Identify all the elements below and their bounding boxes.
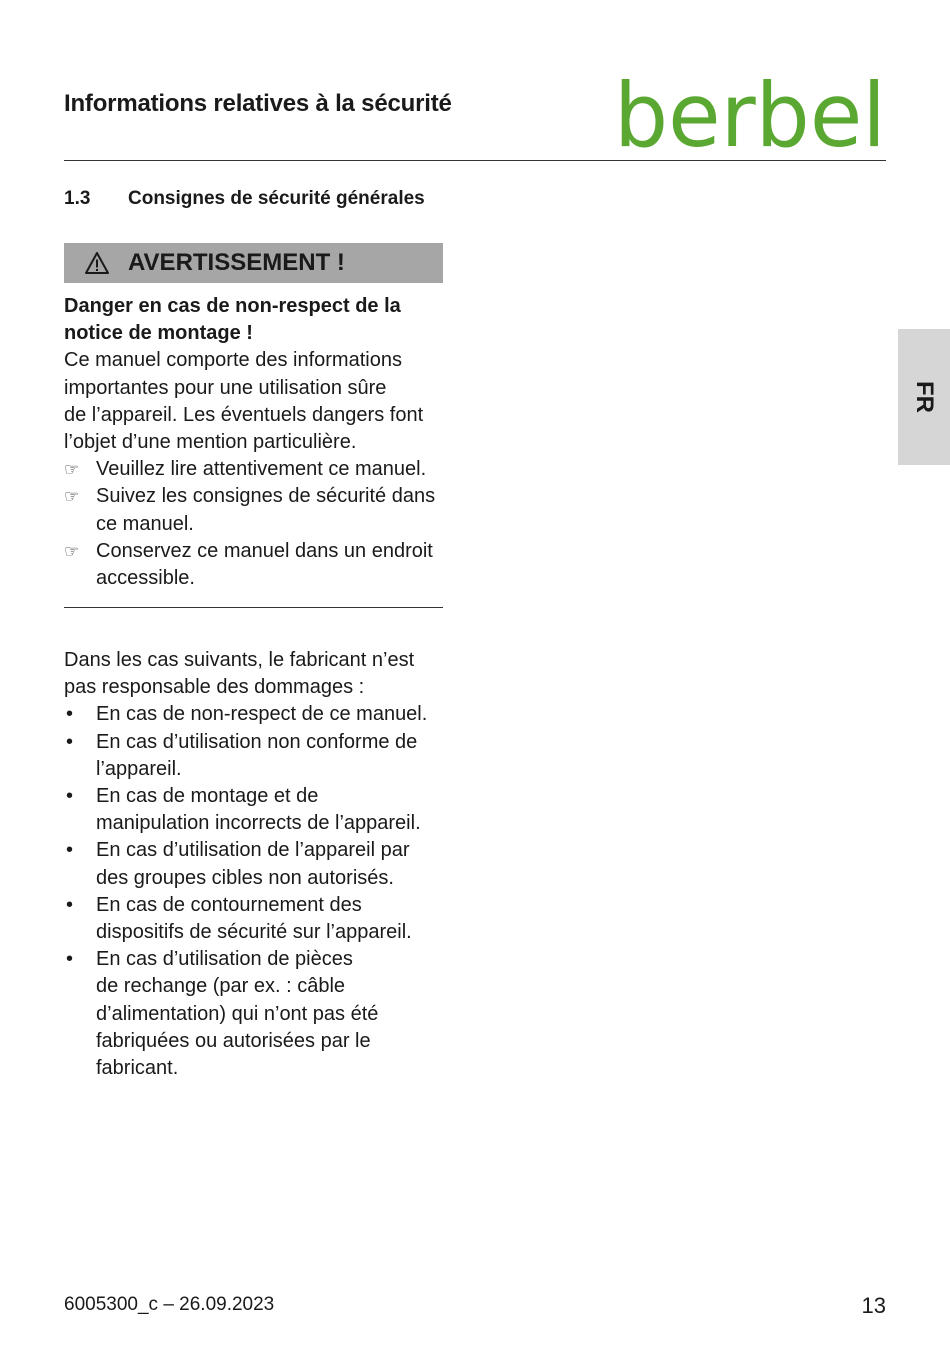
- page-header-title: Informations relatives à la sécurité: [64, 90, 452, 117]
- list-item-line: fabricant.: [96, 1057, 179, 1080]
- list-item: [64, 701, 464, 728]
- intro-line: pas responsable des dommages :: [64, 676, 365, 699]
- bullet-icon: •: [66, 785, 74, 808]
- warning-title: [64, 293, 464, 347]
- warning-banner: [64, 243, 443, 283]
- list-item: [64, 483, 464, 537]
- section-heading: [64, 188, 425, 210]
- list-item: [64, 729, 464, 783]
- bullet-icon: •: [66, 703, 74, 726]
- warning-text-line: de l’appareil. Les éventuels dangers font: [64, 403, 424, 426]
- liability-list: [64, 701, 464, 1082]
- warning-text-line: l’objet d’une mention particulière.: [64, 431, 357, 454]
- warning-text-line: Ce manuel comporte des informations: [64, 349, 402, 372]
- pointing-hand-icon: ☞: [64, 487, 80, 507]
- warning-divider: [64, 607, 443, 608]
- bullet-icon: •: [66, 730, 74, 753]
- list-item-line: En cas d’utilisation de l’appareil par: [96, 839, 410, 862]
- list-item-line: Veuillez lire attentivement ce manuel.: [96, 458, 427, 481]
- logo-text: berbel: [614, 78, 886, 154]
- footer-page-number: 13: [861, 1293, 886, 1318]
- section-number: 1.3: [64, 188, 91, 209]
- list-item-line: dispositifs de sécurité sur l’appareil.: [96, 921, 412, 944]
- footer-document-reference: 6005300_c – 26.09.2023: [64, 1294, 275, 1315]
- intro-line: Dans les cas suivants, le fabricant n’est: [64, 649, 415, 671]
- list-item-line: En cas de contournement des: [96, 893, 362, 916]
- bullet-icon: •: [66, 893, 74, 916]
- list-item-line: Suivez les consignes de sécurité dans: [96, 485, 436, 508]
- warning-triangle-icon: [84, 251, 110, 275]
- warning-title-line: Danger en cas de non-respect de la: [64, 295, 401, 317]
- warning-action-list: [64, 456, 464, 592]
- list-item: [64, 892, 464, 946]
- list-item-line: fabriquées ou autorisées par le: [96, 1029, 371, 1052]
- list-item: [64, 946, 464, 1082]
- pointing-hand-icon: ☞: [64, 460, 80, 480]
- list-item-line: En cas de non-respect de ce manuel.: [96, 703, 428, 726]
- language-tab-label: FR: [911, 381, 938, 413]
- list-item-line: Conservez ce manuel dans un endroit: [96, 539, 433, 562]
- list-item: [64, 783, 464, 837]
- list-item-line: accessible.: [96, 567, 195, 590]
- list-item-line: manipulation incorrects de l’appareil.: [96, 812, 421, 835]
- list-item-line: de rechange (par ex. : câble: [96, 975, 346, 998]
- warning-text: [64, 347, 464, 456]
- list-item: [64, 456, 464, 483]
- warning-label: AVERTISSEMENT !: [128, 249, 345, 276]
- list-item-line: En cas d’utilisation non conforme de: [96, 730, 418, 753]
- berbel-logo: [614, 78, 890, 154]
- list-item-line: ce manuel.: [96, 512, 194, 535]
- bullet-icon: •: [66, 948, 74, 971]
- liability-section: [64, 647, 464, 1082]
- header-divider: [64, 160, 886, 161]
- list-item-line: En cas de montage et de: [96, 785, 319, 808]
- language-tab: [898, 329, 950, 465]
- warning-text-line: importantes pour une utilisation sûre: [64, 376, 387, 399]
- warning-body: [64, 293, 464, 592]
- list-item: [64, 538, 464, 592]
- warning-title-line: notice de montage !: [64, 322, 253, 345]
- list-item-line: des groupes cibles non autorisés.: [96, 866, 394, 889]
- list-item-line: d’alimentation) qui n’ont pas été: [96, 1002, 379, 1025]
- section-title: Consignes de sécurité générales: [128, 188, 425, 209]
- list-item-line: En cas d’utilisation de pièces: [96, 948, 353, 971]
- list-item-line: l’appareil.: [96, 757, 182, 780]
- liability-intro: [64, 647, 464, 701]
- list-item: [64, 837, 464, 891]
- pointing-hand-icon: ☞: [64, 541, 80, 561]
- bullet-icon: •: [66, 839, 74, 862]
